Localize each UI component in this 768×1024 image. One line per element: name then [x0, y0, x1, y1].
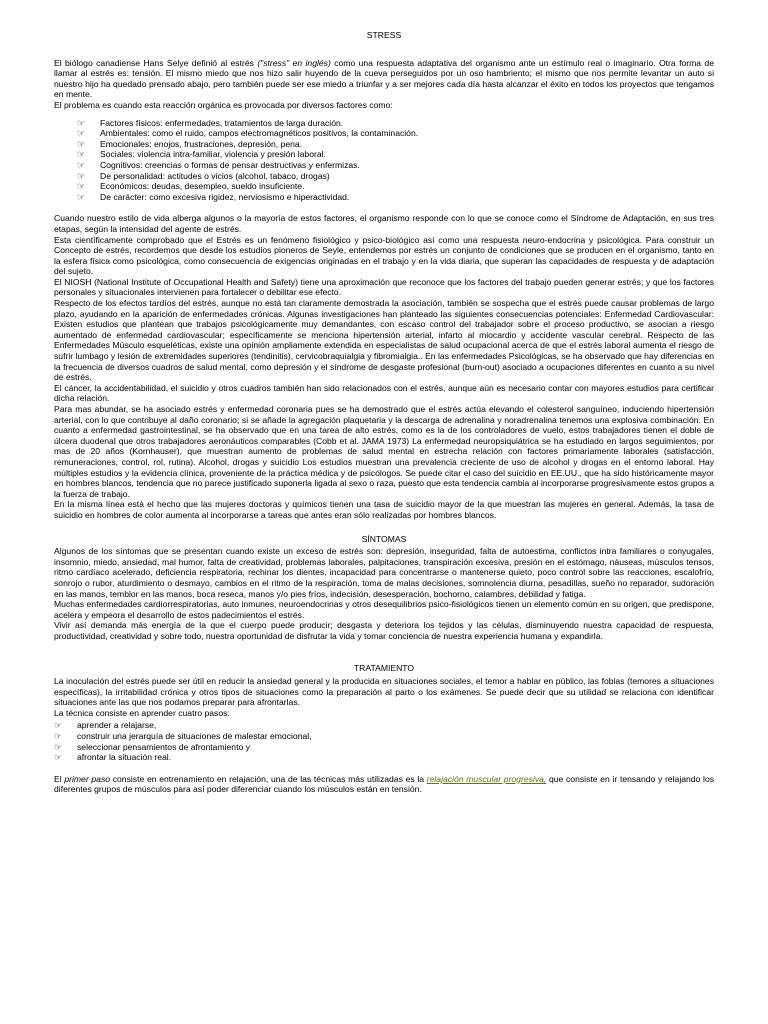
list-item	[77, 149, 714, 160]
pointing-hand-icon: ☞	[77, 117, 86, 128]
list-item-text: seleccionar pensamientos de afrontamiento y	[77, 741, 250, 752]
pointing-hand-icon: ☞	[77, 181, 86, 192]
list-item-text: aprender a relajarse,	[77, 720, 157, 731]
spacer	[54, 763, 714, 774]
pointing-hand-icon: ☞	[77, 138, 86, 149]
section-title-tratamiento: TRATAMIENTO	[353, 663, 415, 674]
list-item	[77, 128, 714, 139]
section-title-stress: STRESS	[366, 30, 402, 40]
text-span: El biólogo canadiense Hans Selye definió al estrés	[54, 57, 258, 68]
pointing-hand-icon: ☞	[54, 731, 63, 742]
pointing-hand-icon: ☞	[77, 191, 86, 202]
tratamiento-paragraph-1: La inoculación del estrés puede ser útil en reducir la ansiedad general y la producida en situaciones sociales, el temor a hablar en público, las fobias (temores a situaciones específicas), la irritabilidad crónica y otros tipos de situaciones como la preparación al parto o los exámenes. Se puede decir que su utilidad se relaciona con identificar situaciones ante las que nos podamos preparar para afrontarlas.	[54, 676, 714, 708]
pointing-hand-icon: ☞	[77, 149, 86, 160]
pointing-hand-icon: ☞	[54, 752, 63, 763]
list-item	[77, 181, 714, 192]
italic-span: primer paso	[64, 773, 111, 784]
sintomas-paragraph-1: Algunos de los síntomas que se presentan cuando existe un exceso de estrés son: depresión, inseguridad, falta de autoestima, conflictos intra familiares o conyugales, insomnio, miedo, ansiedad, mal humor, falta de creatividad, problemas laborales, palpitaciones, transpiración excesiva, presión en el estómago, náuseas, músculos tensos, ritmo cardíaco acelerado, deficiencia respiratoria, rechinar los dientes, incapacidad para concentrarse o mantenerse quieto, poco control sobre las reacciones, escalofrío, sonrojo o rubor, aturdimiento o desmayo, cambios en el ritmo de la respiración, toma de malas decisiones, somnolencia diurna, pesadillas, sueño no reparador, sudoración en las manos, temblor en las manos, boca reseca, manos y/o pies fríos, indecisión, desesperación, bochorno, calambres, debilidad y fatiga.	[54, 546, 714, 599]
stress-paragraph-4: Esta científicamente comprobado que el Estrés es un fenómeno fisiológico y psico-biológico así como una respuesta neuro-endocrina y psicológica. Para construir un Concepto de estrés, recordemos que desde los estudios pioneros de Seyle, entendemos por estrés un conjunto de condiciones que se producen en el organismo, tanto en la esfera física como psicológica, como consecuencia de exigencias originadas en el trabajo y en la vida diaria, que superan las capacidades de respuesta y de adaptación del sujeto.	[54, 234, 714, 277]
list-item-text: Factores físicos: enfermedades, tratamientos de larga duración.	[100, 117, 344, 128]
tratamiento-paragraph-2: La técnica consiste en aprender cuatro pasos:	[54, 707, 230, 718]
spacer	[54, 202, 714, 213]
text-span: que consiste en ir tensando y relajando los diferentes grupos de músculos para así poder diferenciar cuando los músculos están en tensión.	[54, 773, 715, 795]
pointing-hand-icon: ☞	[54, 720, 63, 731]
steps-list	[54, 720, 714, 762]
list-item	[54, 720, 714, 731]
pointing-hand-icon: ☞	[77, 159, 86, 170]
pointing-hand-icon: ☞	[54, 741, 63, 752]
list-item-text: Cognitivos: creencias o formas de pensar destructivas y enfermizas.	[100, 159, 360, 170]
sintomas-paragraph-2: Muchas enfermedades cardiorrespiratorias, auto inmunes, neuroendocrinas y otros desequilibrios psico-fisiológicos tienen un elemento común en su origen, que predispone, acelera y empeora el desarrollo de estos padecimientos el estrés.	[54, 599, 714, 620]
list-item-text: Económicos: deudas, desempleo, sueldo insuficiente.	[100, 181, 305, 192]
list-item	[54, 731, 714, 742]
stress-paragraph-3: Cuando nuestro estilo de vida alberga algunos o la mayoría de estos factores, el organismo responde con lo que se conoce como el Síndrome de Adaptación, en sus tres etapas, según la intensidad del agente de estrés.	[54, 213, 714, 234]
list-item-text: afrontar la situación real.	[77, 752, 172, 763]
italic-span: ("stress" en inglés)	[257, 57, 331, 68]
tratamiento-paragraph-3	[54, 774, 714, 795]
stress-paragraph-5: El NIOSH (National Institute of Occupational Health and Safety) tiene una aproximación que reconoce que los factores del trabajo pueden generar estrés; y que los factores personales y situacionales intervienen para fortalecer o debilitar ese efecto.	[54, 276, 714, 298]
relajacion-muscular-link[interactable]: relajación muscular progresiva,	[426, 773, 547, 784]
list-item-text: construir una jerarquía de situaciones de malestar emocional,	[77, 731, 312, 742]
stress-paragraph-2: El problema es cuando esta reacción orgánica es provocada por diversos factores como:	[54, 99, 393, 110]
stress-paragraph-1	[54, 58, 714, 100]
list-item-text: De carácter: como excesiva rigidez, nerviosismo e hiperactividad.	[100, 191, 350, 202]
list-item	[54, 752, 714, 763]
stress-paragraph-6: Respecto de los efectos tardíos del estrés, aunque no está tan claramente demostrada la asociación, también se sospecha que el estrés puede causar problemas de largo plazo, ayudando en la aparición de enfermedades crónicas. Algunas investigaciones han planteado las siguientes consecuencias potenciales: Enfermedad Cardiovascular: Existen estudios que plantean que trabajos psicológicamente muy demandantes, con escaso control del trabajador sobre el proceso productivo, se asocian a riesgo aumentado de enfermedad cardiovascular; específicamente se menciona hipertensión arterial, infarto al miocardio y accidente vascular cerebral. Respecto de las Enfermedades Músculo esqueléticas, existe una opinión ampliamente extendida en especialistas de salud ocupacional acerca de que el estrés laboral aumenta el riesgo de sufrir lumbago y lesión de extremidades superiores (tendinitis), cervicobraquialgia y fibromialgia.. En las enfermedades Psicológicas, se ha observado que hay diferencias en la frecuencia de diversos cuadros de salud mental, como depresión y el síndrome de desgaste profesional (burn-out) asociado a ocupaciones diferentes en cuanto a su nivel de estrés.	[54, 298, 714, 383]
list-item-text: De personalidad: actitudes o vicios (alcohol, tabaco, drogas)	[100, 170, 330, 181]
factors-list	[54, 118, 714, 203]
pointing-hand-icon: ☞	[77, 128, 86, 139]
sintomas-paragraph-3: Vivir así demanda más energía de la que el cuerpo puede producir; desgasta y deteriora los tejidos y las células, disminuyendo nuestra capacidad de respuesta, productividad, creatividad y sobre todo, nuestra oportunidad de disfrutar la vida y tomar conciencia de nuestra experiencia humana y expandirla.	[54, 620, 714, 641]
stress-paragraph-7: El cáncer, la accidentabilidad, el suicidio y otros cuadros también han sido relacionados con el estrés, aunque aún es necesario contar con mayores estudios para certificar dicha relación.	[54, 382, 714, 404]
text-span: consiste en entrenamiento en relajación, una de las técnicas más utilizadas es la	[110, 773, 427, 784]
list-item	[77, 192, 714, 203]
section-title-sintomas: SÍNTOMAS	[361, 533, 407, 544]
list-item	[77, 118, 714, 129]
pointing-hand-icon: ☞	[77, 170, 86, 181]
list-item-text: Sociales: violencia intra-familiar, violencia y presión laboral.	[100, 149, 326, 160]
text-span: como una respuesta adaptativa del organismo ante un estímulo real o imaginario. Otra forma de llamar al estrés es: tensión. El mismo miedo que nos hizo salir huyendo de la cueva perseguidos por un oso hambriento; el mismo que nos permite levantar un auto si nuestro hijo ha quedado prensado abajo, pero también puede ser ese miedo a triunfar y a ser mejores cada día hasta alcanzar el éxito en todos los proyectos que tengamos en mente.	[54, 57, 714, 100]
list-item	[77, 139, 714, 150]
list-item	[77, 171, 714, 182]
text-span: El	[54, 773, 65, 784]
list-item	[54, 742, 714, 753]
list-item	[77, 160, 714, 171]
list-item-text: Ambientales: como el ruido, campos electromagnéticos positivos, la contaminación.	[100, 128, 419, 139]
stress-paragraph-9: En la misma línea está el hecho que las mujeres doctoras y químicos tienen una tasa de suicidio mayor de la que muestran las mujeres en general. Además, la tasa de suicidio en hombres de color aumenta al incorporarse a tareas que antes eran sólo realizadas por hombres blancos.	[54, 499, 714, 520]
stress-paragraph-8: Para mas abundar, se ha asociado estrés y enfermedad coronaria pues se ha demostrado que el estrés actúa elevando el colesterol sanguíneo, induciendo hipertensión arterial, con lo que contribuye al daño coronario; si se añade la agregación plaquetaria y la descarga de adrenalina y noradrenalina tenemos una explosiva combinación. En cuanto a enfermedad gastrointestinal, se ha observado que en una tarea de alto estrés, como es la de los controladores de vuelo, estos trabajadores tienen el doble de úlcera duodenal que otros trabajadores aeronáuticos comparables (Cobb et al. JAMA 1973) La enfermedad neuropsiquiátrica se ha estudiado en largos seguimientos, por mas de 20 años (Kornhauser), que muestran aumento de problemas de salud mental en estrecha relación con factores primariamente laborales (satisfacción, remuneraciones, control, rol, rutina). Alcohol, drogas y suicidio Los estudios muestran una prevalencia creciente de uso de alcohol y drogas en el entorno laboral. Hay múltiples estudios y la evidencia clínica, proveniente de la práctica médica y de psicólogos. Se puede citar el caso del suicidio en EE.UU., que ha sido históricamente mayor en hombres blancos, tendencia que no parece justificado suponerla ligada al sexo o raza, puesto que esta tendencia cambia al incorporarse progresivamente estos grupos a la fuerza de trabajo.	[54, 404, 714, 499]
list-item-text: Emocionales: enojos, frustraciones, depresión, pena.	[100, 138, 303, 149]
